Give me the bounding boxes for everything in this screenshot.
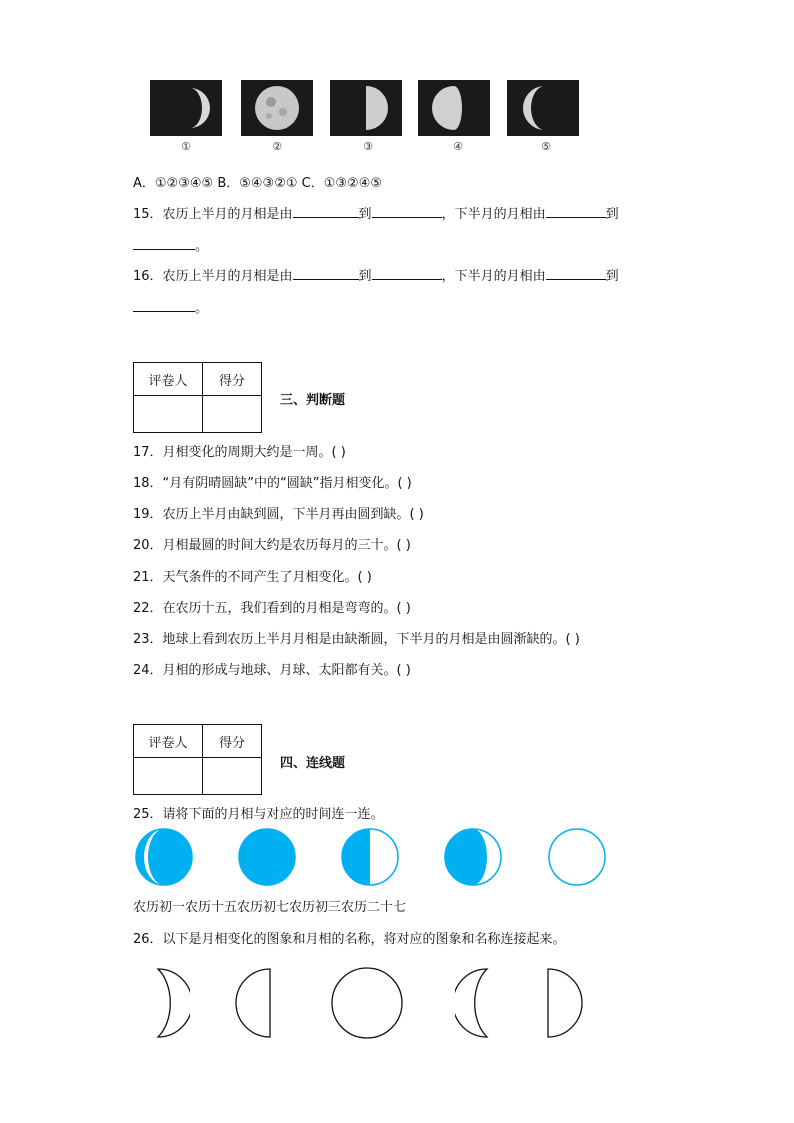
moon-phase-waning-gibbous[interactable] [134,827,194,887]
q15-blank-2[interactable] [372,203,442,218]
q15-end: 。 [195,239,209,254]
moon-photo-label-5: ⑤ [541,140,551,153]
q15-line2 [133,235,208,254]
q15-to-2: 到 [605,207,619,222]
q14-option-c[interactable]: C．①③②④⑤ [301,176,383,191]
q15-blank-4[interactable] [133,235,195,250]
question-24: 24．月相的形成与地球、月球、太阳都有关。( ) [133,663,411,678]
question-23: 23．地球上看到农历上半月月相是由缺渐圆，下半月的月相是由圆渐缺的。( ) [133,632,580,647]
q14-option-a[interactable]: A．①②③④⑤ [133,176,214,191]
q16-end: 。 [195,301,209,316]
q15-text-b: ，下半月的月相由 [441,207,546,222]
q16-blank-3[interactable] [546,265,606,280]
score-table-section4 [133,724,262,795]
q15-blank-3[interactable] [546,203,606,218]
outline-full-moon[interactable] [329,965,405,1041]
q16-text-b: ，下半月的月相由 [441,269,546,284]
q15-to-1: 到 [358,207,372,222]
question-18: 18．“月有阴晴圆缺”中的“圆缺”指月相变化。( ) [133,476,412,491]
q16-blank-1[interactable] [293,265,359,280]
q26-prompt: 26．以下是月相变化的图象和月相的名称，将对应的图象和名称连接起来。 [133,932,566,947]
section4-title: 四、连线题 [280,756,346,771]
q15-text-a: 15．农历上半月的月相是由 [133,207,293,222]
question-21: 21．天气条件的不同产生了月相变化。( ) [133,570,372,585]
q16-line1 [133,265,619,284]
question-19: 19．农历上半月由缺到圆，下半月再由圆到缺。( ) [133,507,424,522]
moon-photo-label-1: ① [181,140,191,153]
score-header: 得分 [203,725,262,758]
moon-photo-1 [150,80,222,136]
score-header: 得分 [203,363,262,396]
reviewer-cell[interactable] [134,758,203,795]
question-20: 20．月相最圆的时间大约是农历每月的三十。( ) [133,538,411,553]
q25-prompt: 25．请将下面的月相与对应的时间连一连。 [133,807,384,822]
moon-photo-label-3: ③ [363,140,373,153]
moon-phase-full[interactable] [237,827,297,887]
moon-photo-4 [418,80,490,136]
moon-photo-label-4: ④ [453,140,463,153]
q16-text-a: 16．农历上半月的月相是由 [133,269,293,284]
q16-blank-4[interactable] [133,297,195,312]
moon-phase-new[interactable] [547,827,607,887]
q14-options [133,172,382,191]
question-17: 17．月相变化的周期大约是一周。( ) [133,445,346,460]
moon-photo-3 [330,80,402,136]
outline-waning-crescent[interactable] [150,965,190,1041]
moon-photo-label-2: ② [272,140,282,153]
q14-option-b[interactable]: B．⑤④③②① [217,176,298,191]
q15-line1 [133,203,619,222]
moon-phase-first-quarter[interactable] [340,827,400,887]
question-22: 22．在农历十五，我们看到的月相是弯弯的。( ) [133,601,411,616]
reviewer-cell[interactable] [134,396,203,433]
score-cell[interactable] [203,758,262,795]
q16-line2 [133,297,208,316]
outline-last-quarter[interactable] [234,965,274,1041]
moon-phase-waxing-gibbous[interactable] [443,827,503,887]
score-table-section3 [133,362,262,433]
section3-title: 三、判断题 [280,393,346,408]
q16-to-2: 到 [605,269,619,284]
score-cell[interactable] [203,396,262,433]
q16-to-1: 到 [358,269,372,284]
q16-blank-2[interactable] [372,265,442,280]
q25-time-labels[interactable]: 农历初一农历十五农历初七农历初三农历二十七 [133,900,407,915]
reviewer-header: 评卷人 [134,363,203,396]
q15-blank-1[interactable] [293,203,359,218]
reviewer-header: 评卷人 [134,725,203,758]
moon-photo-2 [241,80,313,136]
outline-waxing-crescent[interactable] [455,965,495,1041]
moon-photo-5 [507,80,579,136]
outline-first-quarter[interactable] [544,965,584,1041]
